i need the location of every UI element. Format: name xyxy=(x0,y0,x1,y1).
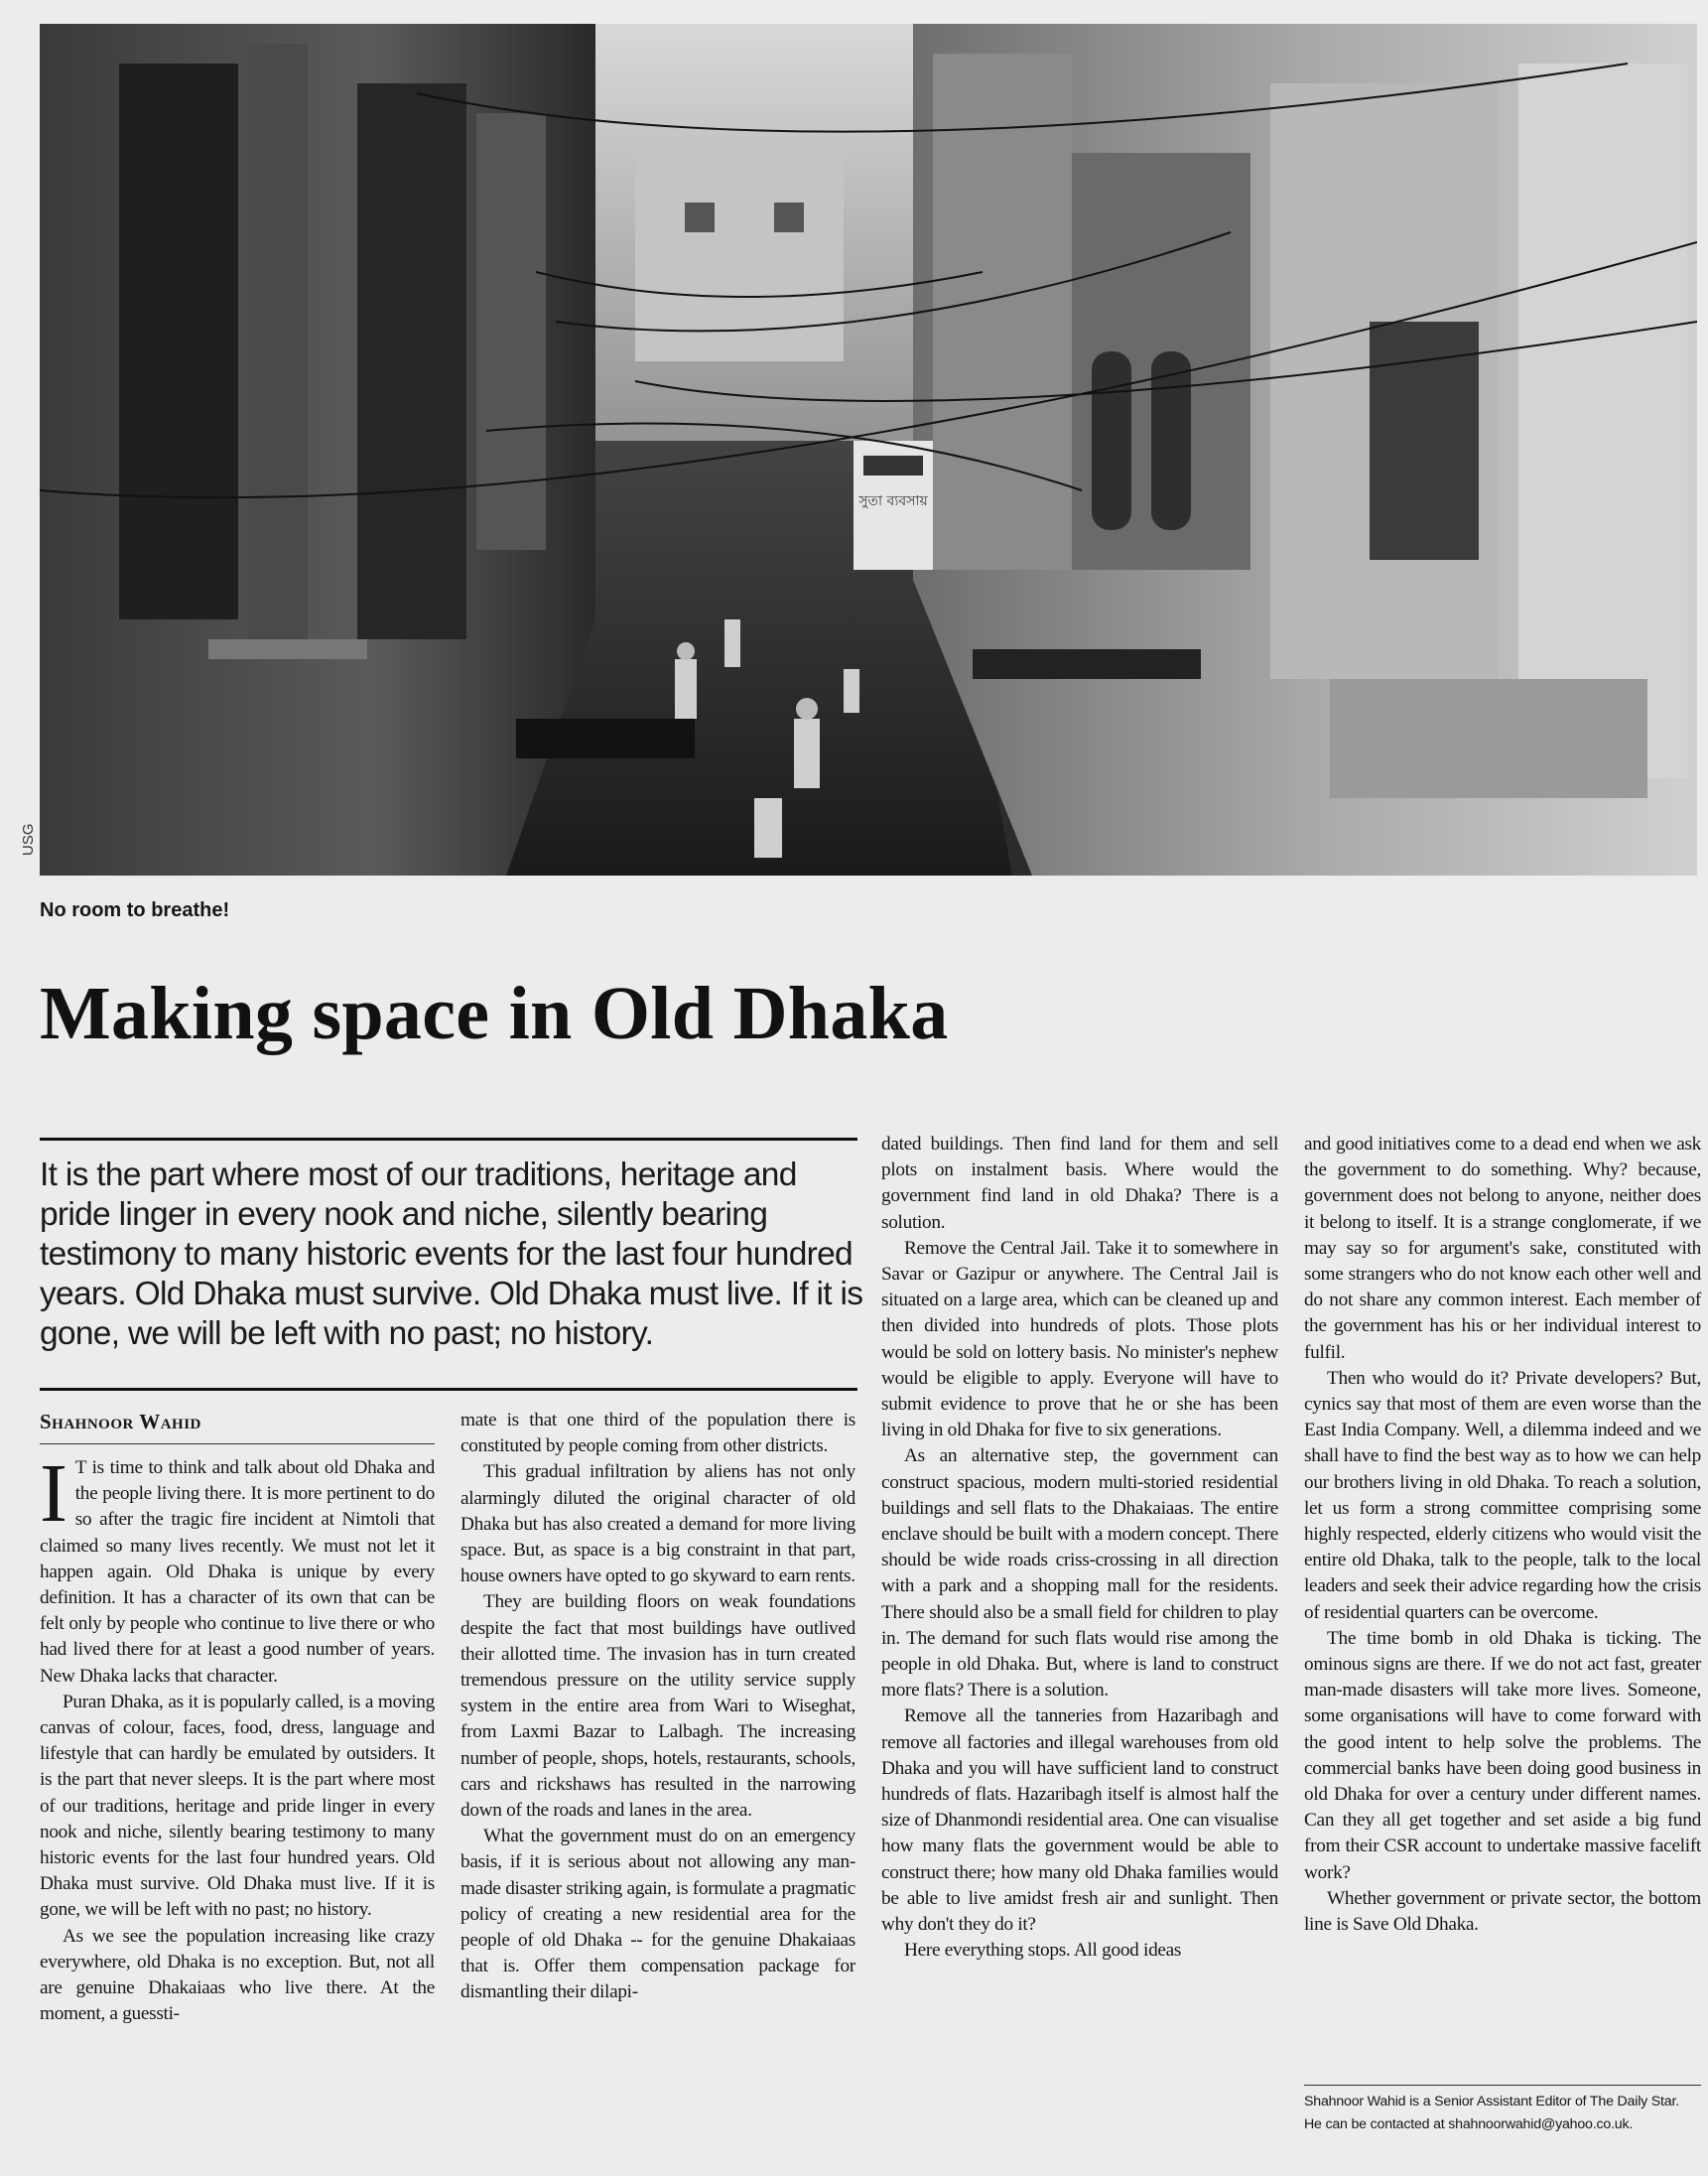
article-column-3 xyxy=(881,1132,1278,1965)
paragraph: Remove all the tanneries from Hazaribagh and remove all factories and illegal warehouses from old Dhaka and you will have sufficient land to construct hundreds of flats. Hazaribagh itself is almost half the size of Dhanmondi residential area. One can visualise how many flats the government would be able to construct there; how many old Dhaka families would be able to live amidst fresh air and sunlight. Then why don't they do it? xyxy=(881,1705,1278,1936)
paragraph: This gradual infiltration by aliens has not only alarmingly diluted the original character of old Dhaka but has also created a demand for more living space. But, as space is a big constraint in that part, house owners have opted to go skyward to earn rents. xyxy=(460,1461,855,1587)
article-column-2 xyxy=(460,1408,855,2006)
paragraph xyxy=(40,1447,435,1690)
photo-caption: No room to breathe! xyxy=(40,899,230,921)
paragraph: mate is that one third of the population there is constituted by people coming from other districts. xyxy=(460,1410,855,1457)
shop-sign: সুতা ব্যবসায় xyxy=(858,493,928,509)
paragraph: Then who would do it? Private developers? But, cynics say that most of them are even worse than the East India Company. Well, a dilemma indeed and we shall have to find the best way as to how we can help our brothers living in old Dhaka. To reach a solution, let us form a strong committee comprising some highly respected, elderly citizens who would visit the entire old Dhaka, talk to the people, talk to the local leaders and seek their advice regarding how the crisis of residential quarters can be overcome. xyxy=(1304,1367,1701,1623)
standfirst: It is the part where most of our traditions, heritage and pride linger in every nook and niche, silently bearing testimony to many historic events for the last four hundred years. Old Dhaka must survive. Old Dhaka must live. If it is gone, we will be left with no past; no history. xyxy=(40,1156,863,1352)
standfirst-top-rule xyxy=(40,1138,857,1141)
paragraph: As an alternative step, the government can construct spacious, modern multi-storied residential buildings and sell flats to the Dhakaiaas. The entire enclave should be built with a modern concept. There should be wide roads criss-crossing in all direction with a park and a shopping mall for the residents. There should also be a small field for children to play in. The demand for such flats would rise among the people in old Dhaka. But, where is land to construct more flats? There is a solution. xyxy=(881,1445,1278,1701)
paragraph: Here everything stops. All good ideas xyxy=(904,1940,1182,1962)
standfirst-bottom-rule xyxy=(40,1388,857,1391)
bio-line-1: Shahnoor Wahid is a Senior Assistant Editor of The Daily Star. xyxy=(1304,2094,1679,2109)
photo-credit: USG xyxy=(20,823,37,856)
paragraph: and good initiatives come to a dead end when we ask the government to do something. Why? because, government does not belong to anyone, neither does it belong to itself. It is a strange conglomerate, if we may say so for argument's sake, constituted with some strangers who do not know each other well and do not share any common interest. Each member of the government has his or her individual interest to fulfil. xyxy=(1304,1134,1701,1363)
byline-rule xyxy=(40,1443,435,1444)
paragraph: What the government must do on an emergency basis, if it is serious about not allowing any man-made disaster striking again, is formulate a pragmatic policy of creating a new residential area for the people of old Dhaka -- for the genuine Dhakaiaas that is. Offer them compensation package for dismantling their dilapi- xyxy=(460,1826,855,2003)
byline: Shahnoor Wahid xyxy=(40,1410,201,1433)
paragraph: dated buildings. Then find land for them and sell plots on instalment basis. Where would the government find land in old Dhaka? There is a solution. xyxy=(881,1134,1278,1233)
paragraph-text: T is time to think and talk about old Dhaka and the people living there. It is more pertinent to do so after the tragic fire incident at Nimtoli that claimed so many lives recently. We must not let it happen again. Old Dhaka is unique by every definition. It has a character of its own that can be felt only by people who continue to live there or who had lived there for at least a good number of years. New Dhaka lacks that character. xyxy=(40,1457,435,1687)
paragraph: Remove the Central Jail. Take it to somewhere in Savar or Gazipur or anywhere. The Central Jail is situated on a large area, which can be cleaned up and then divided into hundreds of plots. Those plots would be sold on lottery basis. No minister's nephew would be eligible to apply. Everyone will have to submit evidence to prove that he or she has been living in old Dhaka for five to six generations. xyxy=(881,1237,1278,1441)
paragraph: The time bomb in old Dhaka is ticking. The ominous signs are there. If we do not act fast, greater man-made disasters will take more lives. Someone, some organisations will have to come forward with the good intent to help solve the problems. The commercial banks have been doing good business in old Dhaka for over a century under different names. Can they all get together and set aside a big fund from their CSR account to undertake massive facelift work? xyxy=(1304,1627,1701,1883)
drop-cap: I xyxy=(40,1447,67,1540)
article-photo xyxy=(40,24,1697,876)
author-bio xyxy=(1304,2091,1701,2136)
bio-rule xyxy=(1304,2085,1701,2086)
old-dhaka-street-photo xyxy=(40,24,1697,876)
bio-line-2: He can be contacted at shahnoorwahid@yahoo.co.uk. xyxy=(1304,2116,1634,2132)
paragraph: They are building floors on weak foundations despite the fact that most buildings have outlived their allotted time. The invasion has in turn created tremendous pressure on the utility service supply system in the entire area from Wari to Wiseghat, from Laxmi Bazar to Lalbagh. The increasing number of people, shops, hotels, restaurants, schools, cars and rickshaws has resulted in the narrowing down of the roads and lanes in the area. xyxy=(460,1591,855,1822)
article-column-4 xyxy=(1304,1132,1701,1938)
paragraph: As we see the population increasing like crazy everywhere, old Dhaka is no exception. But, not all are genuine Dhakaiaas who live there. At the moment, a guessti- xyxy=(40,1925,435,2025)
article-column-1 xyxy=(40,1447,435,2027)
paragraph: Puran Dhaka, as it is popularly called, is a moving canvas of colour, faces, food, dress, language and lifestyle that can hardly be emulated by outsiders. It is the part that never sleeps. It is the part where most of our traditions, heritage and pride linger in every nook and niche, silently bearing testimony to many historic events for the last four hundred years. Old Dhaka must survive. Old Dhaka must live. If it is gone, we will be left with no past; no history. xyxy=(40,1691,435,1921)
paragraph: Whether government or private sector, the bottom line is Save Old Dhaka. xyxy=(1304,1887,1701,1936)
headline: Making space in Old Dhaka xyxy=(40,972,949,1055)
